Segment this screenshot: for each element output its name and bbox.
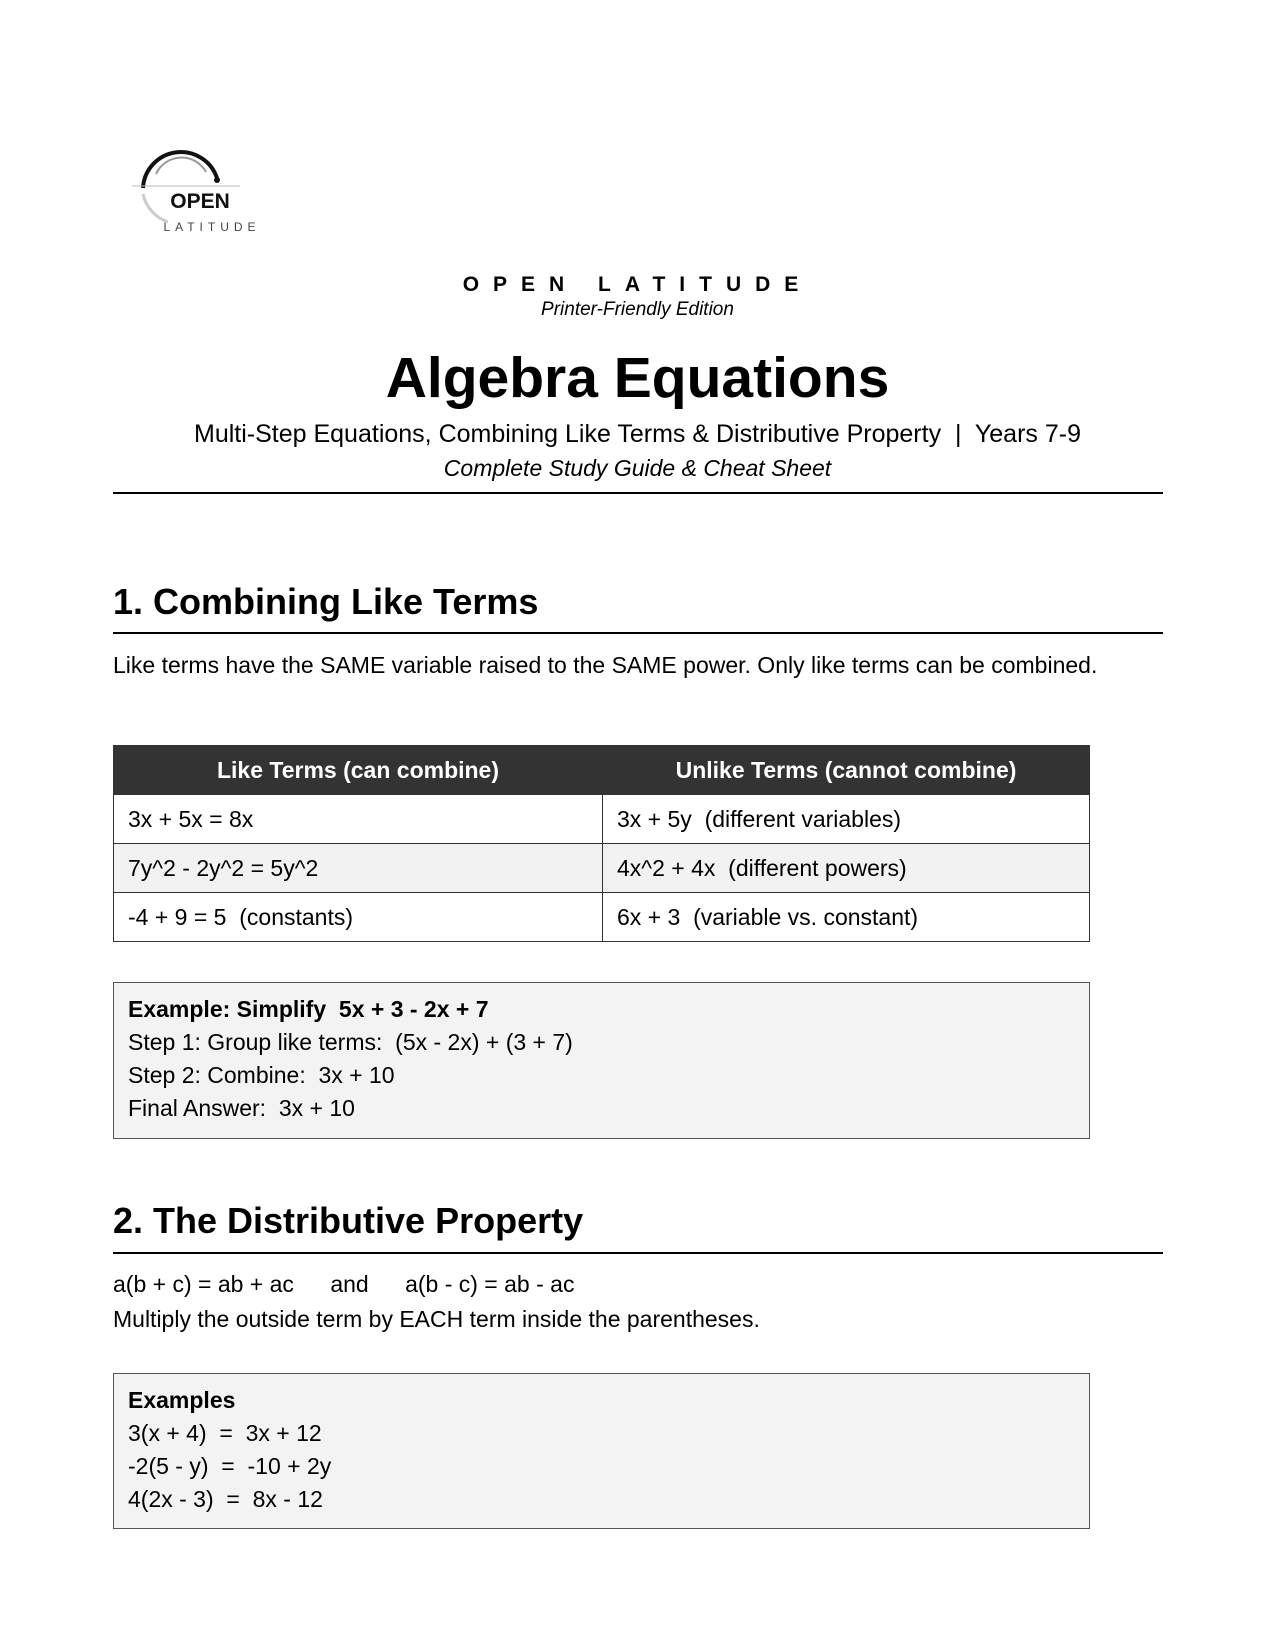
example-title: Example: Simplify 5x + 3 - 2x + 7 — [128, 996, 489, 1022]
page-title: Algebra Equations — [385, 346, 890, 410]
table-row — [114, 893, 1090, 942]
table-cell: 3x + 5x = 8x — [114, 795, 603, 844]
svg-text:OPEN: OPEN — [170, 190, 230, 213]
like-terms-table — [113, 745, 1090, 942]
header-divider — [113, 492, 1163, 494]
section-1-divider — [113, 632, 1163, 634]
column-header-unlike: Unlike Terms (cannot combine) — [603, 746, 1090, 795]
column-header-like: Like Terms (can combine) — [114, 746, 603, 795]
distributive-formula — [113, 1270, 1113, 1299]
example-line: 3(x + 4) = 3x + 12 — [128, 1420, 322, 1446]
formula-subtraction: a(b - c) = ab - ac — [405, 1271, 575, 1297]
example-step: Final Answer: 3x + 10 — [128, 1095, 355, 1121]
table-cell: -4 + 9 = 5 (constants) — [114, 893, 603, 942]
section-2-heading: 2. The Distributive Property — [113, 1200, 584, 1241]
table-row — [114, 844, 1090, 893]
svg-text:LATITUDE: LATITUDE — [163, 220, 261, 234]
page-tagline: Complete Study Guide & Cheat Sheet — [443, 455, 832, 481]
edition-label: Printer-Friendly Edition — [541, 299, 734, 320]
brand-name: OPEN LATITUDE — [462, 273, 813, 296]
formula-addition: a(b + c) = ab + ac — [113, 1271, 294, 1297]
table-cell: 3x + 5y (different variables) — [603, 795, 1090, 844]
table-cell: 6x + 3 (variable vs. constant) — [603, 893, 1090, 942]
formula-and: and — [330, 1271, 369, 1297]
example-line: -2(5 - y) = -10 + 2y — [128, 1453, 332, 1479]
example-step: Step 2: Combine: 3x + 10 — [128, 1062, 395, 1088]
table-header-row — [114, 746, 1090, 795]
page-subtitle: Multi-Step Equations, Combining Like Terms & Distributive Property | Years 7-9 — [194, 420, 1081, 448]
examples-box — [113, 1373, 1090, 1529]
example-step: Step 1: Group like terms: (5x - 2x) + (3 + 7) — [128, 1029, 573, 1055]
table-cell: 4x^2 + 4x (different powers) — [603, 844, 1090, 893]
section-2-divider — [113, 1252, 1163, 1254]
table-row — [114, 795, 1090, 844]
section-1-heading: 1. Combining Like Terms — [113, 581, 539, 622]
distributive-description: Multiply the outside term by EACH term inside the parentheses. — [113, 1306, 760, 1332]
section-1-intro: Like terms have the SAME variable raised to the SAME power. Only like terms can be combined. — [113, 652, 1098, 678]
examples-title: Examples — [128, 1387, 236, 1413]
example-line: 4(2x - 3) = 8x - 12 — [128, 1486, 323, 1512]
example-box — [113, 982, 1090, 1139]
open-latitude-logo — [128, 138, 268, 238]
table-cell: 7y^2 - 2y^2 = 5y^2 — [114, 844, 603, 893]
